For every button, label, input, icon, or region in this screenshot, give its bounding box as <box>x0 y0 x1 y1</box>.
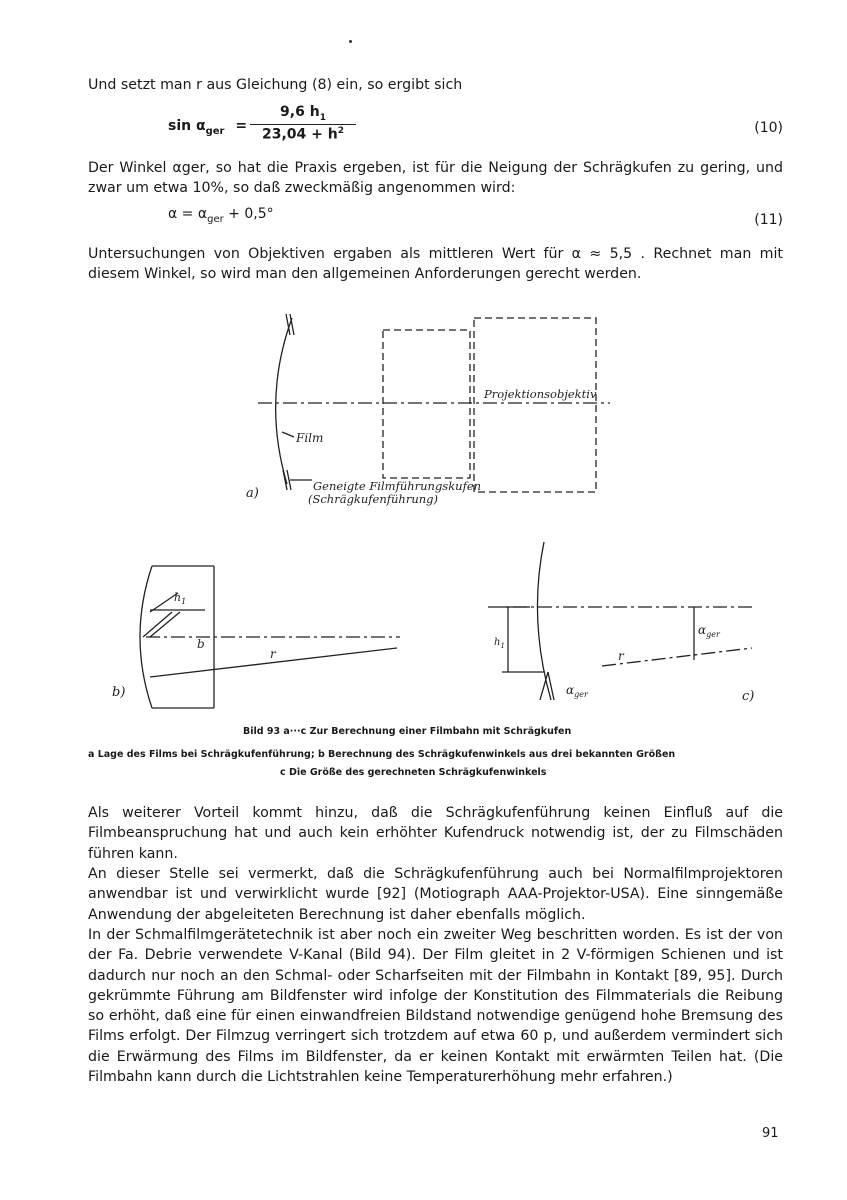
film-guide-box <box>383 330 470 478</box>
caption-line-2: a Lage des Films bei Schrägkufenführung; b Berechnung des Schrägkufenwinkels aus drei bekannten Größen <box>88 749 676 760</box>
label-b-dim: b <box>197 637 205 651</box>
label-h-c: $h_1$ <box>494 637 505 650</box>
label-c: c) <box>742 689 755 704</box>
label-a: a) <box>246 486 259 501</box>
paragraph-winkel: Der Winkel αger, so hat die Praxis ergeben, ist für die Neigung der Schrägkufen zu gering, und zwar um etwa 10%, so daß zweckmäßig angenommen wird: <box>88 160 783 197</box>
r-line-c <box>602 648 752 666</box>
equation-10 <box>168 104 768 156</box>
equation-11: $\alpha = \alpha_{ger} + 0,5^\circ$ <box>168 206 274 225</box>
label-kufen-1: Geneigte Filmführungskufen <box>313 479 482 493</box>
label-b: b) <box>112 685 126 700</box>
caption-line-1: Bild 93 a···c Zur Berechnung einer Filmbahn mit Schrägkufen <box>243 726 572 737</box>
eq10-lhs: $\sin \alpha_{ger}$ = <box>168 118 248 137</box>
label-kufen-2: (Schrägkufenführung) <box>308 492 438 506</box>
film-curve-a <box>276 318 292 484</box>
paragraph-schmalfilm: In der Schmalfilmgerätetechnik ist aber noch ein zweiter Weg beschritten worden. Es ist der von der Fa. Debrie verwendete V-Kanal (Bild 94). Der Film gleitet in 2 V-förmigen Schienen und ist dadurch nur noch an den Schmal- oder Scharfseiten mit der Filmbahn in Kontakt [89, 95]. Durch gekrümmte Führung am Bildfenster wird infolge der Konstitution des Filmmaterials die Reibung so erhöht, daß eine für einen einwandfreien Bildstand notwendige genügend hohe Bremsung des Films erfolgt. Der Filmzug verringert sich trotzdem auf etwa 60 p, und außerdem vermindert sich die Erwärmung des Films im Bildfenster, da er keinen Kontakt mit erwärmten Teilen hat. (Die Filmbahn kann durch die Lichtstrahlen keine Temperaturerhöhung mehr erfahren.) <box>88 927 783 1086</box>
intro-line: Und setzt man r aus Gleichung (8) ein, so ergibt sich <box>88 77 463 93</box>
scan-dot <box>349 40 352 43</box>
label-alpha-ger-bottom: $\alpha_{ger}$ <box>566 683 588 699</box>
equation-11-number: (11) <box>754 212 783 228</box>
eq10-denominator: $23,04 + h^2$ <box>262 125 344 143</box>
paragraph-vorteil: Als weiterer Vorteil kommt hinzu, daß die Schrägkufenführung keinen Einfluß auf die Filmbeanspruchung hat und auch kein erhöhter Kufendruck notwendig ist, der zu Filmschäden führen kann. <box>88 805 783 862</box>
label-film: Film <box>296 431 324 445</box>
eq10-fraction <box>250 104 356 142</box>
label-r-b: r <box>270 647 276 661</box>
equation-10-number: (10) <box>754 120 783 136</box>
projection-lens-box <box>474 318 596 492</box>
figure-93 <box>0 300 847 720</box>
caption-line-3: c Die Größe des gerechneten Schrägkufenwinkels <box>280 767 547 778</box>
page-number: 91 <box>762 1126 779 1141</box>
paragraph-stelle: An dieser Stelle sei vermerkt, daß die Schrägkufenführung auch bei Normalfilmprojektoren anwendbar ist und verwirklicht wurde [92] (Motiograph AAA-Projektor-USA). Eine sinngemäße Anwendung der abgeleiteten Berechnung ist daher ebenfalls möglich. <box>88 866 783 923</box>
label-projektionsobjektiv: Projektionsobjektiv <box>484 387 597 401</box>
label-r-c: r <box>618 649 624 663</box>
label-alpha-ger-right: $\alpha_{ger}$ <box>698 623 720 639</box>
label-h1: $h_1$ <box>174 591 187 606</box>
paragraph-objektive: Untersuchungen von Objektiven ergaben als mittleren Wert für α ≈ 5,5 . Rechnet man mit diesem Winkel, so wird man den allgemeinen Anforderungen gerecht werden. <box>88 246 783 283</box>
eq10-numerator: 9,6 $h_1$ <box>250 104 356 125</box>
